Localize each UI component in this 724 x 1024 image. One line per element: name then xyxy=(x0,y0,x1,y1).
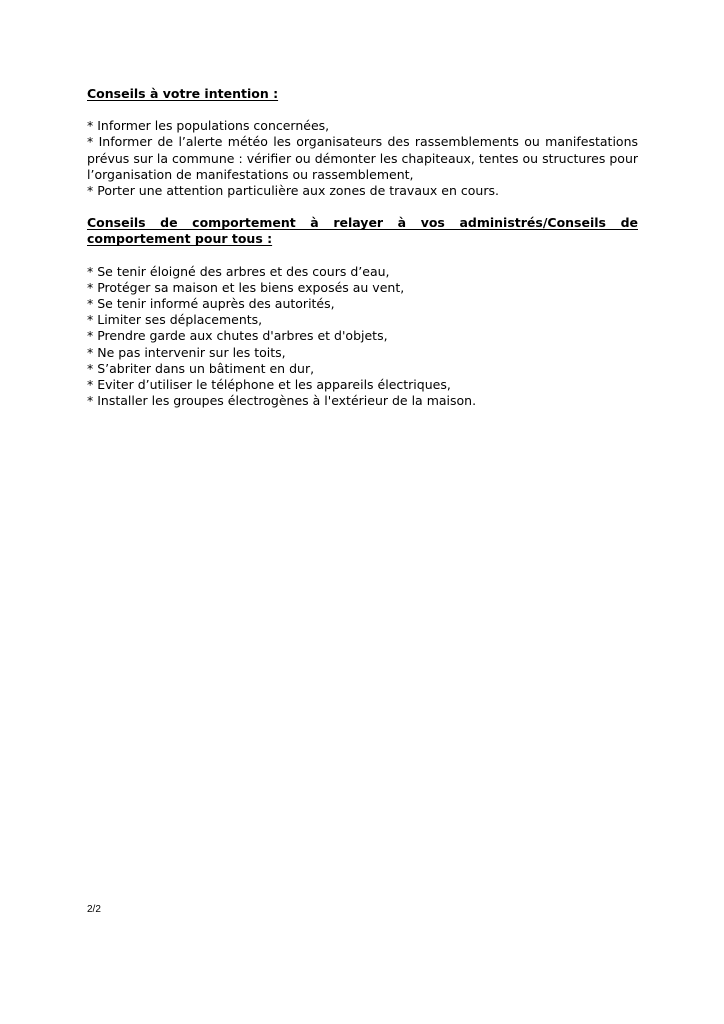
list-item: * Informer les populations concernées, xyxy=(87,118,330,134)
section-heading-advice-for-you: Conseils à votre intention : xyxy=(87,86,279,101)
list-item: * Protéger sa maison et les biens exposés au vent, xyxy=(87,279,405,295)
list-item: * Porter une attention particulière aux zones de travaux en cours. xyxy=(87,183,499,199)
list-item: * Se tenir informé auprès des autorités, xyxy=(87,296,335,312)
list-item: * Eviter d’utiliser le téléphone et les appareils électriques, xyxy=(87,377,451,393)
list-item: * Se tenir éloigné des arbres et des cours d’eau, xyxy=(87,263,390,279)
behavior-advice-list xyxy=(87,264,638,410)
page-number: 2/2 xyxy=(87,904,101,915)
list-item: * Installer les groupes électrogènes à l'extérieur de la maison. xyxy=(87,393,477,409)
list-item: * Ne pas intervenir sur les toits, xyxy=(87,344,286,360)
document-content xyxy=(87,86,638,409)
advice-for-you-list xyxy=(87,118,638,199)
list-item: * S’abriter dans un bâtiment en dur, xyxy=(87,360,315,376)
list-item: * Informer de l’alerte météo les organisateurs des rassemblements ou manifestations prévus sur la commune : vérifier ou démonter les chapiteaux, tentes ou structures pour l’organisation de manifestations ou rassemblement, xyxy=(87,134,638,182)
section-heading-behavior-advice: Conseils de comportement à relayer à vos administrés/Conseils de comportement pour tous : xyxy=(87,215,638,247)
list-item: * Limiter ses déplacements, xyxy=(87,312,263,328)
list-item: * Prendre garde aux chutes d'arbres et d'objets, xyxy=(87,328,388,344)
